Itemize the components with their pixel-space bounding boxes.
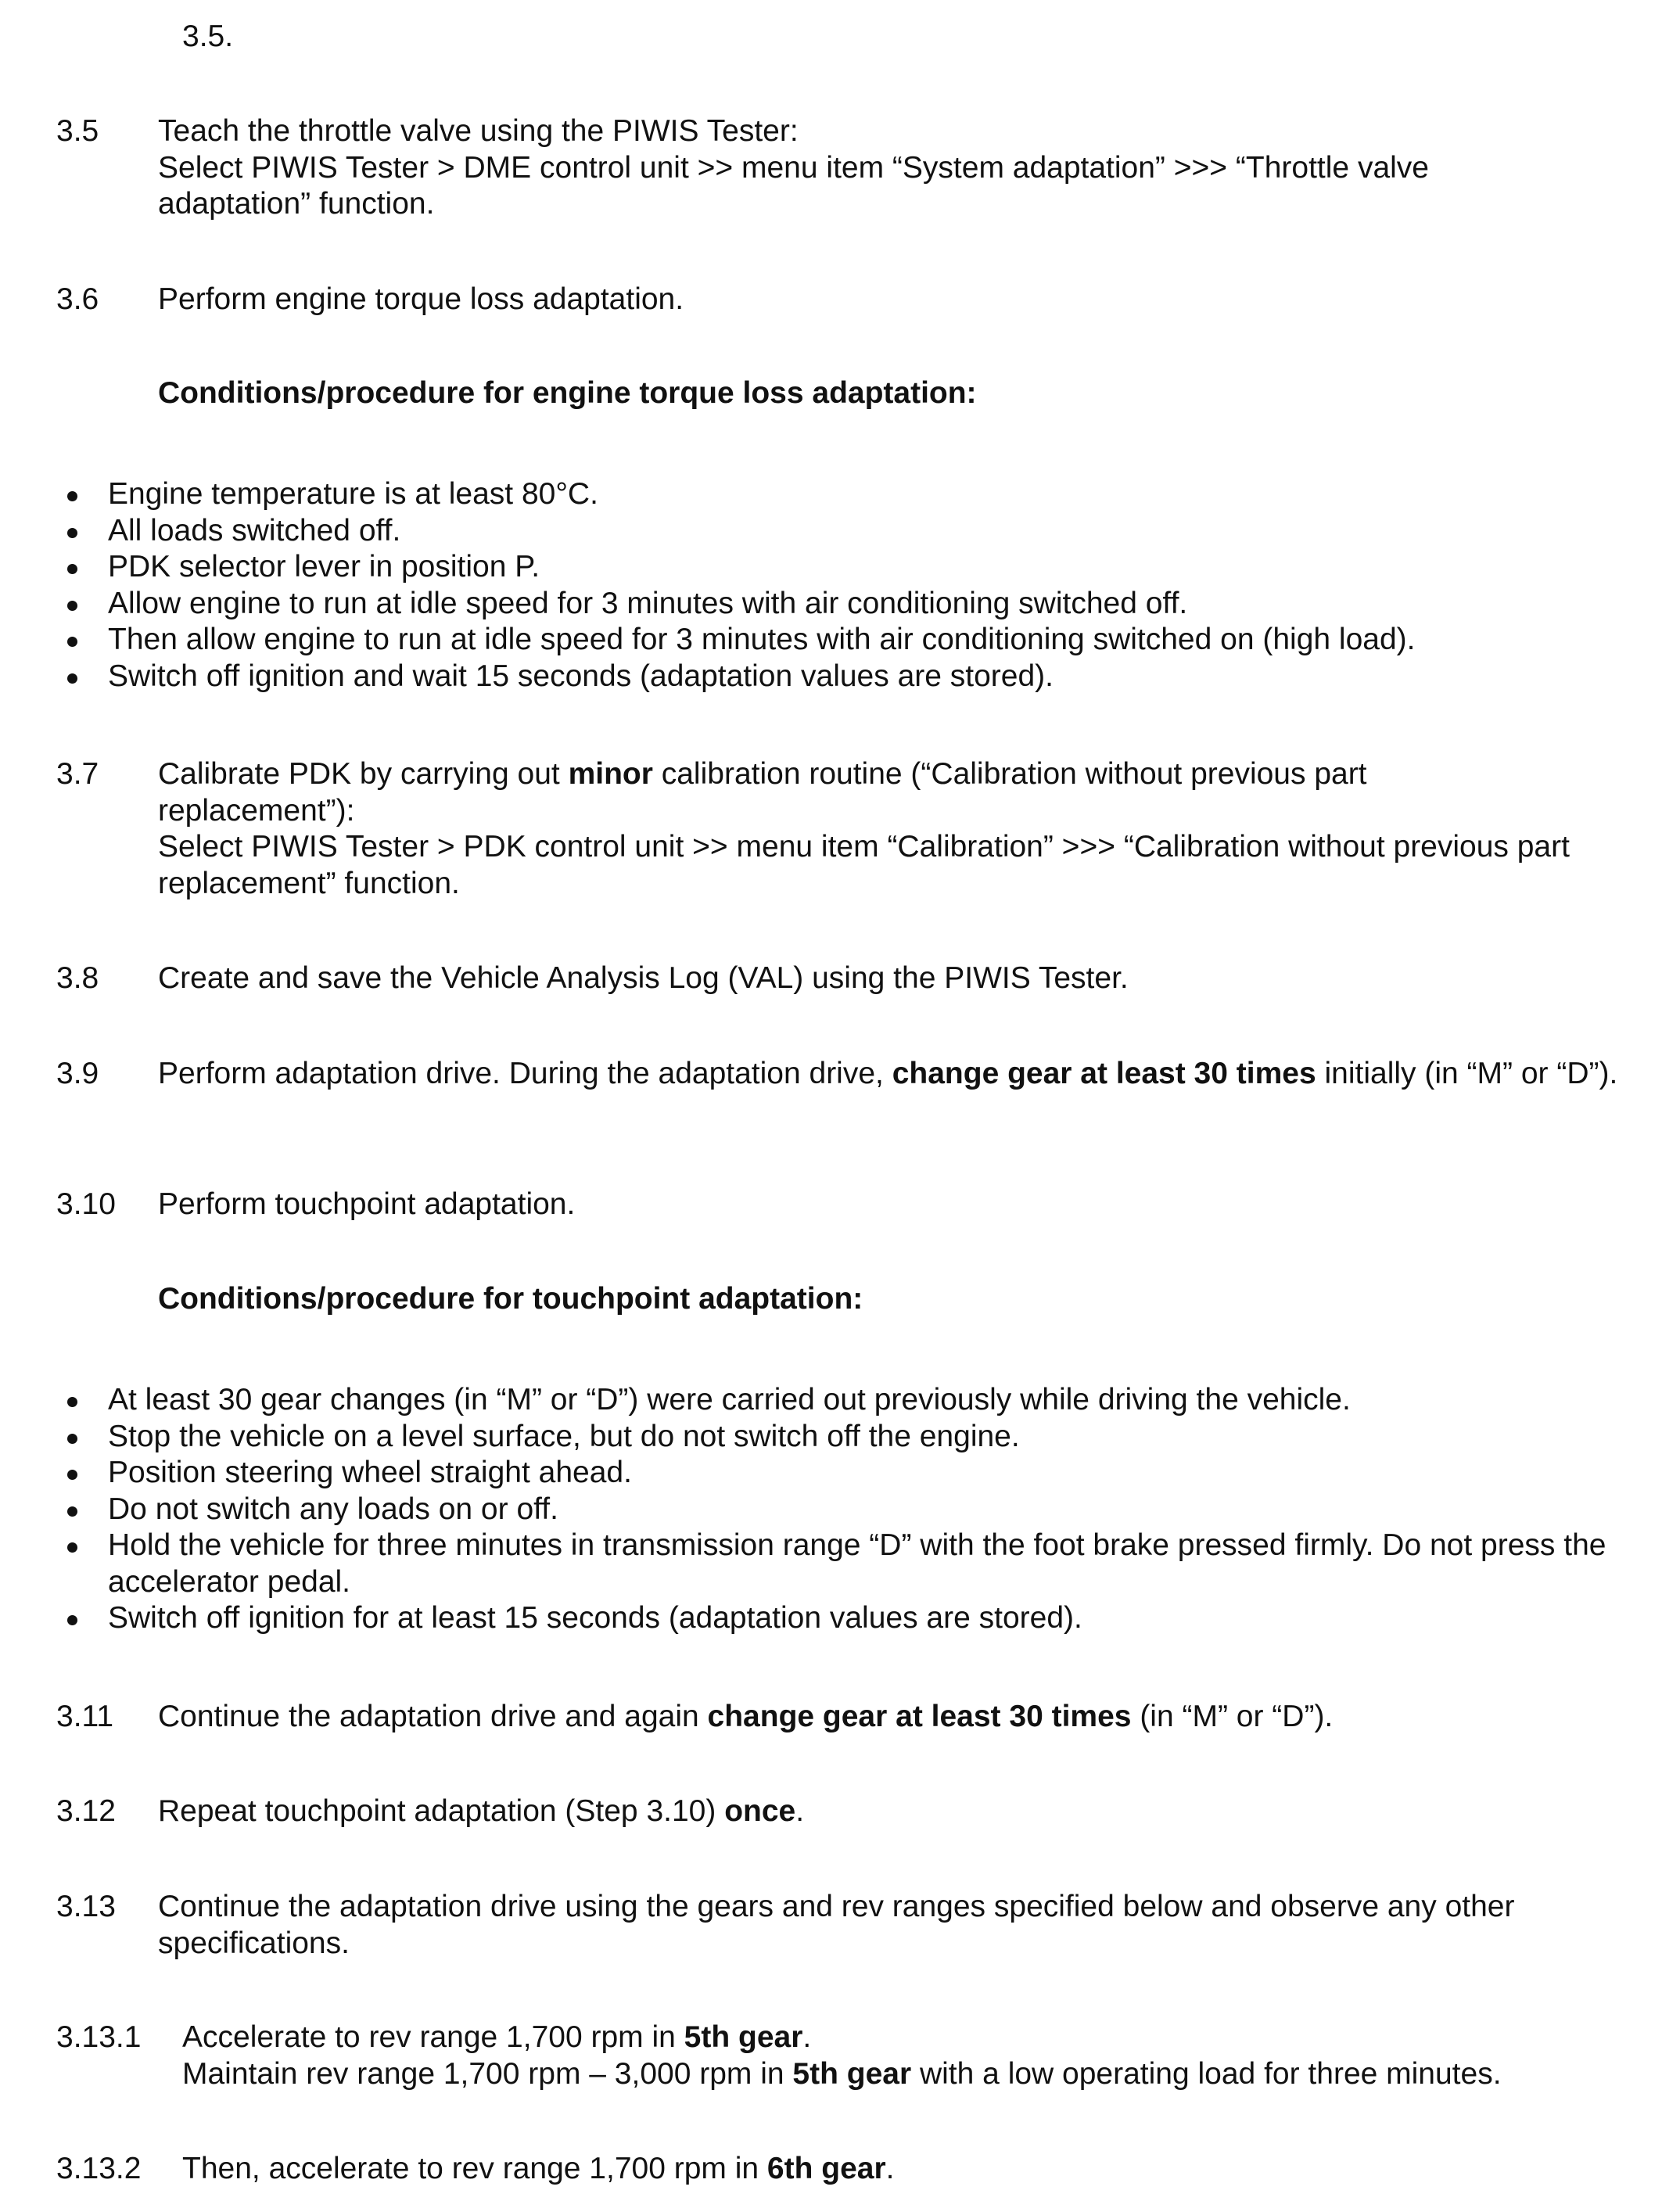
step-number: 3.5 bbox=[56, 114, 99, 148]
step-number: 3.8 bbox=[56, 961, 99, 995]
step-text: Repeat touchpoint adaptation (Step 3.10) once. bbox=[158, 1794, 805, 1828]
list-item: Hold the vehicle for three minutes in transmission range “D” with the foot brake pressed firmly. Do not press the accelerator pedal. bbox=[0, 1528, 1664, 1600]
bullet-icon bbox=[67, 1615, 77, 1625]
bullet-icon bbox=[67, 564, 77, 574]
list-item: Switch off ignition for at least 15 seconds (adaptation values are stored). bbox=[0, 1600, 1664, 1637]
step-text: Continue the adaptation drive and again change gear at least 30 times (in “M” or “D”). bbox=[158, 1700, 1334, 1733]
list-item: Engine temperature is at least 80°C. bbox=[0, 476, 1664, 513]
step-text: Then, accelerate to rev range 1,700 rpm in 6th gear. bbox=[182, 2152, 895, 2185]
list-item: At least 30 gear changes (in “M” or “D”) were carried out previously while driving the vehicle. bbox=[0, 1382, 1664, 1419]
step-number: 3.13.1 bbox=[56, 2020, 142, 2054]
list-item: Position steering wheel straight ahead. bbox=[0, 1455, 1664, 1492]
step-number: 3.6 bbox=[56, 282, 99, 316]
step-number: 3.13.2 bbox=[56, 2152, 142, 2185]
bullet-icon bbox=[67, 673, 77, 684]
bullet-icon bbox=[67, 1397, 77, 1407]
conditions-list-1 bbox=[0, 476, 1680, 695]
step-number: 3.10 bbox=[56, 1187, 116, 1221]
step-text: Calibrate PDK by carrying out minor calibration routine (“Calibration without previous part replacement”): bbox=[158, 757, 1367, 828]
list-item: Stop the vehicle on a level surface, but do not switch off the engine. bbox=[0, 1419, 1664, 1456]
step-text: Perform adaptation drive. During the adaptation drive, change gear at least 30 times initially (in “M” or “D”). bbox=[158, 1057, 1618, 1090]
bullet-icon bbox=[67, 601, 77, 611]
step-text: Accelerate to rev range 1,700 rpm in 5th gear. bbox=[182, 2020, 812, 2054]
step-number: 3.12 bbox=[56, 1794, 116, 1828]
bullet-icon bbox=[67, 1542, 77, 1553]
list-item: Switch off ignition and wait 15 seconds (adaptation values are stored). bbox=[0, 659, 1664, 695]
step-text: Perform touchpoint adaptation. bbox=[158, 1187, 576, 1221]
step-instruction: Select PIWIS Tester > DME control unit >> menu item “System adaptation” >>> “Throttle valve adaptation” function. bbox=[158, 150, 1429, 221]
step-number: 3.9 bbox=[56, 1057, 99, 1090]
conditions-heading: Conditions/procedure for touchpoint adaptation: bbox=[158, 1282, 863, 1316]
bullet-icon bbox=[67, 1434, 77, 1444]
step-number: 3.13 bbox=[56, 1890, 116, 1923]
step-text: Teach the throttle valve using the PIWIS Tester: bbox=[158, 114, 799, 148]
step-number: 3.11 bbox=[56, 1700, 114, 1733]
conditions-heading: Conditions/procedure for engine torque loss adaptation: bbox=[158, 376, 977, 410]
list-item: Do not switch any loads on or off. bbox=[0, 1492, 1664, 1528]
step-text: Maintain rev range 1,700 rpm – 3,000 rpm in 5th gear with a low operating load for three minutes. bbox=[182, 2056, 1502, 2091]
list-item: Then allow engine to run at idle speed for 3 minutes with air conditioning switched on (high load). bbox=[0, 622, 1664, 659]
bullet-icon bbox=[67, 528, 77, 538]
bullet-icon bbox=[67, 637, 77, 647]
section-number: 3.5. bbox=[182, 20, 234, 53]
step-text: Continue the adaptation drive using the gears and rev ranges specified below and observe any other specifications. bbox=[158, 1890, 1515, 1960]
bullet-icon bbox=[67, 491, 77, 501]
bullet-icon bbox=[67, 1506, 77, 1517]
bullet-icon bbox=[67, 1470, 77, 1480]
list-item: PDK selector lever in position P. bbox=[0, 549, 1664, 586]
step-number: 3.7 bbox=[56, 757, 99, 791]
conditions-list-2 bbox=[0, 1382, 1680, 1637]
step-text: Create and save the Vehicle Analysis Log (VAL) using the PIWIS Tester. bbox=[158, 961, 1129, 995]
list-item: All loads switched off. bbox=[0, 513, 1664, 550]
list-item: Allow engine to run at idle speed for 3 minutes with air conditioning switched off. bbox=[0, 586, 1664, 623]
step-text: Perform engine torque loss adaptation. bbox=[158, 282, 684, 316]
step-instruction: Select PIWIS Tester > PDK control unit >> menu item “Calibration” >>> “Calibration without previous part replacement” function. bbox=[158, 830, 1570, 900]
